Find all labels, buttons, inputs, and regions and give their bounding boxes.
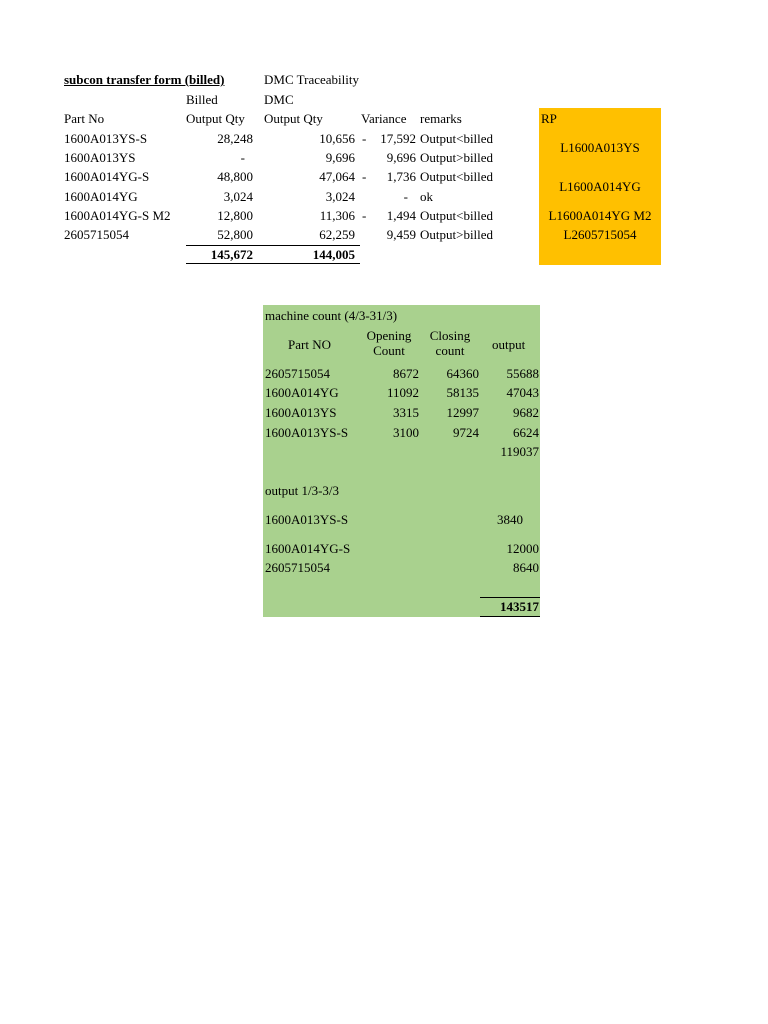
opening-header-line1: Opening [366,328,412,343]
period-row-value: 8640 [513,560,539,575]
billed-header-top: Billed [186,92,218,107]
dmc-output-header: Output Qty [264,111,323,126]
table-row-billed: 3,024 [223,189,253,204]
machine-row-opening: 3100 [393,425,419,440]
table-row-sign: - [362,208,367,223]
dmc-title: DMC Traceability [264,72,359,87]
grand-total: 143517 [500,599,539,614]
machine-subtotal: 119037 [500,444,539,459]
machine-row-part: 1600A013YS-S [265,425,349,440]
output-period-title: output 1/3-3/3 [265,483,340,498]
table-row-remark: Output<billed [420,131,494,146]
form-title: subcon transfer form (billed) [64,72,225,87]
grand-total-underline [480,616,540,617]
rp-header: RP [541,111,557,126]
part-no-header: Part No [64,111,105,126]
table-row-part: 1600A014YG [64,189,138,204]
table-row-remark: Output<billed [420,208,494,223]
table-row-sign: - [362,131,367,146]
table-row-billed: - [240,150,245,165]
table-row-part: 1600A013YS-S [64,131,148,146]
table-row-billed: 52,800 [217,227,253,242]
grand-total-divider [480,597,540,598]
machine-row-opening: 11092 [386,385,419,400]
total-underline [186,263,360,264]
machine-row-output: 9682 [513,405,539,420]
period-row-value: 12000 [506,541,539,556]
rp-item: L1600A014YG [559,179,641,194]
table-row-variance: 1,494 [386,208,416,223]
machine-row-output: 6624 [513,425,539,440]
remarks-header: remarks [420,111,462,126]
table-row-dmc: 11,306 [319,208,355,223]
table-row-dmc: 3,024 [325,189,355,204]
table-row-remark: Output>billed [420,150,494,165]
table-row-dmc: 62,259 [319,227,355,242]
closing-header-line1: Closing [429,328,471,343]
dmc-header-top: DMC [264,92,294,107]
table-row-dmc: 10,656 [319,131,355,146]
table-row-variance: - [403,189,408,204]
opening-header-line2: Count [373,343,405,358]
machine-row-closing: 58135 [446,385,479,400]
machine-row-opening: 8672 [393,366,419,381]
machine-row-output: 55688 [506,366,539,381]
machine-part-header: Part NO [288,337,331,352]
machine-row-closing: 64360 [446,366,479,381]
machine-row-closing: 9724 [453,425,479,440]
table-row-billed: 48,800 [217,169,253,184]
table-row-part: 1600A013YS [64,150,136,165]
machine-row-part: 2605715054 [265,366,330,381]
table-row-dmc: 47,064 [319,169,355,184]
table-row-sign: - [362,169,367,184]
total-divider [186,245,360,246]
table-row-billed: 28,248 [217,131,253,146]
table-row-variance: 9,696 [386,150,416,165]
table-row-variance: 1,736 [386,169,416,184]
table-row-remark: Output<billed [420,169,494,184]
table-row-variance: 17,592 [380,131,416,146]
table-row-variance: 9,459 [386,227,416,242]
table-row-part: 1600A014YG-S M2 [64,208,171,223]
table-row-remark: Output>billed [420,227,494,242]
rp-item: L2605715054 [563,227,637,242]
table-row-part: 1600A014YG-S [64,169,150,184]
billed-output-header: Output Qty [186,111,245,126]
billed-total: 145,672 [210,247,253,262]
machine-row-output: 47043 [506,385,539,400]
table-row-part: 2605715054 [64,227,129,242]
variance-header: Variance [361,111,407,126]
table-row-billed: 12,800 [217,208,253,223]
machine-row-part: 1600A014YG [265,385,339,400]
machine-row-part: 1600A013YS [265,405,337,420]
period-row-value: 3840 [497,512,523,527]
period-row-part: 1600A014YG-S [265,541,351,556]
rp-item: L1600A014YG M2 [548,208,652,223]
period-row-part: 2605715054 [265,560,330,575]
rp-item: L1600A013YS [560,140,640,155]
output-header: output [492,337,526,352]
table-row-dmc: 9,696 [325,150,355,165]
machine-row-closing: 12997 [446,405,479,420]
period-row-part: 1600A013YS-S [265,512,349,527]
machine-count-title: machine count (4/3-31/3) [265,308,398,323]
machine-row-opening: 3315 [393,405,419,420]
dmc-total: 144,005 [312,247,355,262]
closing-header-line2: count [435,343,465,358]
table-row-remark: ok [420,189,433,204]
